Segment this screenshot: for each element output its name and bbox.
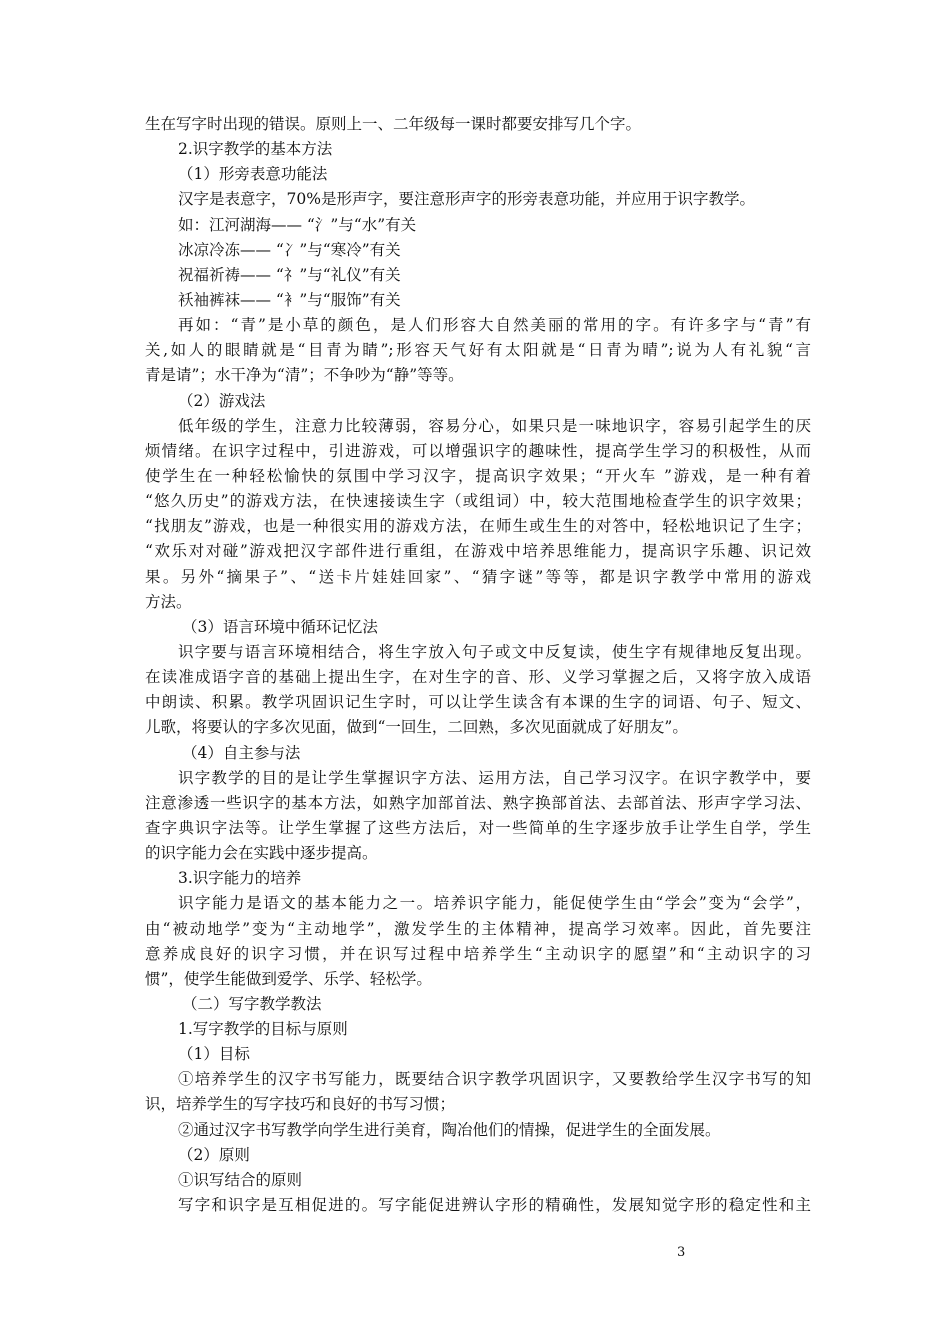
text-line: （1）形旁表意功能法: [178, 165, 328, 184]
text-line: 查字典识字法等。让学生掌握了这些方法后，对一些简单的生字逐步放手让学生自学，学生: [145, 818, 811, 837]
text-line: 的识字能力会在实践中逐步提高。: [145, 844, 378, 863]
text-line: 3.识字能力的培养: [178, 869, 302, 888]
text-line: 1.写字教学的目标与原则: [178, 1020, 348, 1039]
text-line: 再如：“青”是小草的颜色，是人们形容大自然美丽的常用的字。有许多字与“青”有: [178, 316, 811, 335]
text-line: 识字要与语言环境相结合，将生字放入句子或文中反复读，使生字有规律地反复出现。: [178, 642, 811, 661]
body-text: [145, 112, 811, 1218]
text-line: 惯”，使学生能做到爱学、乐学、轻松学。: [145, 969, 432, 988]
text-line: 2.识字教学的基本方法: [178, 140, 333, 159]
text-line: 青是请”；水干净为“清”；不争吵为“静”等等。: [145, 366, 464, 385]
text-line: 儿歌，将要认的字多次见面，做到“一回生，二回熟，多次见面就成了好朋友”。: [145, 718, 688, 737]
text-line: 写字和识字是互相促进的。写字能促进辨认字形的精确性，发展知觉字形的稳定性和主: [178, 1196, 811, 1215]
text-line: “悠久历史”的游戏方法，在快速接读生字（或组词）中，较大范围地检查学生的识字效果；: [145, 492, 811, 511]
text-line: 识字教学的目的是让学生掌握识字方法、运用方法，自己学习汉字。在识字教学中，要: [178, 768, 811, 787]
text-line: 由“被动地学”变为“主动地学”，激发学生的主体精神，提高学习效率。因此，首先要注: [145, 919, 811, 938]
text-line: 中朗读、积累。教学巩固识记生字时，可以让学生读含有本课的生字的词语、句子、短文、: [145, 693, 811, 712]
text-line: 识，培养学生的写字技巧和良好的书写习惯；: [145, 1095, 456, 1114]
text-line: 果。另外“摘果子”、“送卡片娃娃回家”、“猜字谜”等等，都是识字教学中常用的游戏: [145, 567, 811, 586]
text-line: “找朋友”游戏，也是一种很实用的游戏方法，在师生或生生的对答中，轻松地识记了生字；: [145, 517, 811, 536]
text-line: 低年级的学生，注意力比较薄弱，容易分心，如果只是一味地识字，容易引起学生的厌: [178, 416, 811, 435]
text-line: 意养成良好的识字习惯，并在识写过程中培养学生“主动识字的愿望”和“主动识字的习: [145, 944, 811, 963]
text-line: 汉字是表意字，70%是形声字，要注意形声字的形旁表意功能，并应用于识字教学。: [178, 190, 755, 209]
text-line: ②通过汉字书写教学向学生进行美育，陶冶他们的情操，促进学生的全面发展。: [178, 1120, 721, 1139]
text-line: ①培养学生的汉字书写能力，既要结合识字教学巩固识字，又要教给学生汉字书写的知: [178, 1070, 811, 1089]
text-line: 识字能力是语文的基本能力之一。培养识字能力，能促使学生由“学会”变为“会学”，: [178, 894, 811, 913]
text-line: （1）目标: [178, 1045, 250, 1064]
text-line: （3）语言环境中循环记忆法: [182, 617, 378, 636]
text-line: （二）写字教学教法: [182, 994, 322, 1013]
text-line: （2）游戏法: [178, 391, 266, 410]
text-line: 烦情绪。在识字过程中，引进游戏，可以增强识字的趣味性，提高学生学习的积极性，从而: [145, 441, 811, 460]
text-line: 冰凉冷冻—— “冫”与“寒冷”有关: [178, 240, 401, 259]
text-line: “欢乐对对碰”游戏把汉字部件进行重组，在游戏中培养思维能力，提高识字乐趣、识记效: [145, 542, 811, 561]
text-line: 祝福祈祷—— “礻”与“礼仪”有关: [178, 265, 401, 284]
text-line: 生在写字时出现的错误。原则上一、二年级每一课时都要安排写几个字。: [145, 115, 642, 133]
page-number: 3: [677, 1245, 686, 1260]
text-line: 关,如人的眼睛就是“目青为睛”;形容天气好有太阳就是“日青为晴”;说为人有礼貌“言: [145, 341, 811, 360]
text-line: ①识写结合的原则: [178, 1170, 303, 1189]
text-line: 如：江河湖海—— “氵”与“水”有关: [178, 215, 417, 234]
text-line: 袄袖裤袜—— “衤”与“服饰”有关: [178, 290, 401, 309]
text-line: （4）自主参与法: [182, 743, 301, 762]
text-line: （2）原则: [178, 1145, 250, 1164]
text-line: 在读准成语字音的基础上提出生字，在对生字的音、形、义学习掌握之后，又将字放入成语: [145, 668, 811, 687]
text-line: 使学生在一种轻松愉快的氛围中学习汉字，提高识字效果；“开火车 ”游戏，是一种有着: [145, 466, 811, 485]
text-line: 注意渗透一些识字的基本方法，如熟字加部首法、熟字换部首法、去部首法、形声字学习法、: [145, 793, 811, 812]
text-line: 方法。: [145, 592, 192, 611]
